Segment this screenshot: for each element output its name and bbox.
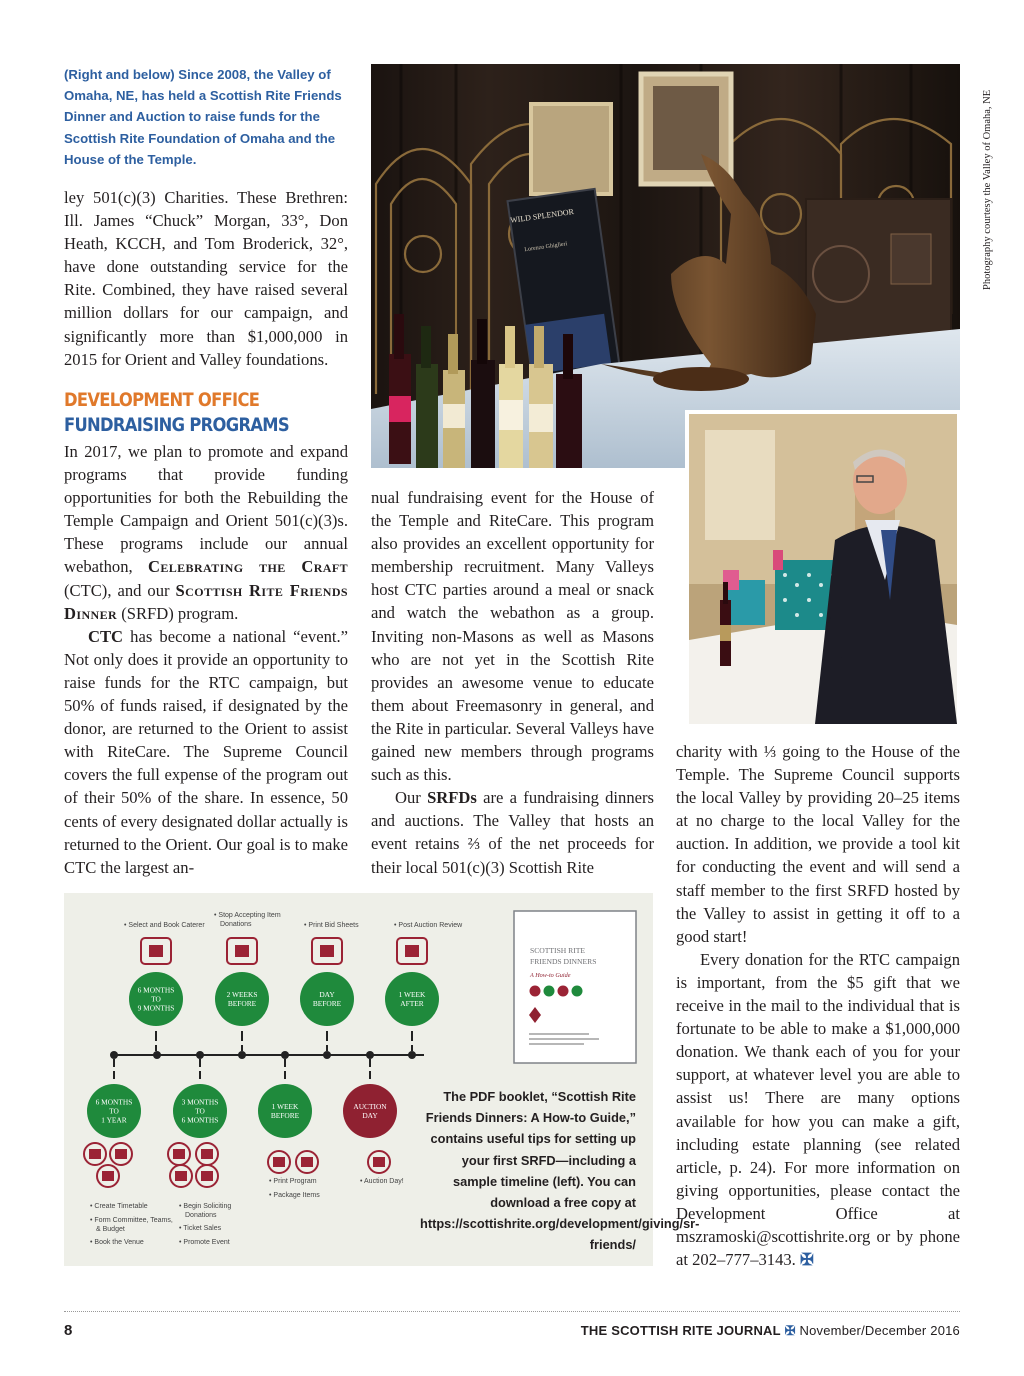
timeline-bottom-label: • Form Committee, Teams, & Budget bbox=[90, 1217, 173, 1233]
photo-credit bbox=[966, 64, 993, 290]
timeline-bottom-icon-glyph bbox=[301, 1157, 313, 1167]
timeline-bottom-milestone-text: 3 MONTHS bbox=[181, 1097, 219, 1107]
timeline-bottom-milestone-text: TO bbox=[109, 1106, 119, 1116]
col2-paragraph-2 bbox=[371, 786, 654, 878]
bold-lead: SRFDs bbox=[427, 788, 477, 808]
timeline-top-milestone-text: 9 MONTHS bbox=[137, 1003, 175, 1013]
timeline-bottom-milestone bbox=[173, 1084, 227, 1138]
timeline-bottom-icon-glyph bbox=[175, 1171, 187, 1181]
booklet-title-2: FRIENDS DINNERS bbox=[530, 957, 597, 966]
srfd-name: Scottish Rite Friends Dinner bbox=[64, 580, 348, 623]
timeline-top-milestone-text: TO bbox=[151, 994, 161, 1004]
photo-sign-title: WILD SPLENDOR bbox=[509, 207, 575, 225]
auction-photo-illustration bbox=[371, 64, 960, 468]
timeline-top-milestone bbox=[215, 972, 269, 1026]
timeline-dot bbox=[281, 1051, 289, 1059]
photo-sign-artist: Lorenzo Ghiglieri bbox=[524, 241, 568, 254]
column-1-continued bbox=[64, 440, 348, 879]
column-2 bbox=[371, 486, 654, 879]
attendee-photo bbox=[685, 410, 961, 728]
text-run: (CTC), and our bbox=[64, 580, 170, 600]
timeline-bottom-milestone bbox=[343, 1084, 397, 1138]
cross-icon: ✠ bbox=[784, 1323, 796, 1338]
photo-caption: (Right and below) Since 2008, the Valley of Omaha, NE, has held a Scottish Rite Friends Dinner and Auction to raise funds for the Scottish Rite Foundation of Omaha and the House of the Temple. bbox=[64, 67, 342, 167]
timeline-top-milestone-text: AFTER bbox=[400, 999, 424, 1008]
col1-paragraph-1: ley 501(c)(3) Charities. These Brethren: Ill. James “Chuck” Morgan, 33°, Don Heath, KCCH, and Tom Broderick, 32°, have done outstanding service for the Rite. Combined, they have raised several million dollars for our campaign, and significantly more than $1,000,000 in 2015 for Orient and Valley foundations. bbox=[64, 188, 348, 369]
timeline-top-milestone-text: BEFORE bbox=[227, 999, 257, 1008]
timeline-bottom-milestone-text: 6 MONTHS bbox=[181, 1115, 219, 1125]
col3-paragraph-2 bbox=[676, 948, 960, 1271]
text-run: Our bbox=[395, 788, 421, 808]
timeline-dot bbox=[196, 1051, 204, 1059]
timeline-bottom-icon-glyph bbox=[201, 1149, 213, 1159]
text-run: (SRFD) program. bbox=[121, 603, 239, 623]
timeline-bottom-label: • Create Timetable bbox=[90, 1203, 148, 1210]
timeline-top-milestone-text: DAY bbox=[319, 990, 335, 999]
timeline-top-milestone-text: 1 WEEK bbox=[398, 990, 426, 999]
footer-rule bbox=[64, 1311, 960, 1312]
timeline-bottom-icon-glyph bbox=[115, 1149, 127, 1159]
timeline-top-icon-glyph bbox=[405, 945, 419, 957]
text-run: Every donation for the RTC campaign is important, from the $5 gift that we receive in the mail to the individual that is fortunate to be able to make a $1,000,000 donation. We thank each of you for your support, at whatever level you are able to assist us! There are many options available for how you can make a gift, including estate planning (see related article, p. 24). For more information on giving opportunities, please contact the Development Office at mszramoski@scottishrite.org or by phone at 202–777–3143. bbox=[676, 949, 960, 1270]
timeline-bottom-icon-glyph bbox=[273, 1157, 285, 1167]
timeline-bottom-milestone-text: 1 YEAR bbox=[101, 1115, 127, 1125]
end-mark-icon: ✠ bbox=[800, 1250, 814, 1270]
timeline-bottom-milestone bbox=[258, 1084, 312, 1138]
journal-footer bbox=[581, 1323, 960, 1339]
text-run: are a fundraising dinners and auctions. The Valley that hosts an event retains ⅔ of the net proceeds for their local 501(c)(3) Scottish Rite bbox=[371, 788, 654, 877]
timeline-top-label: • Post Auction Review bbox=[394, 922, 463, 929]
timeline-top-milestone-text: BEFORE bbox=[312, 999, 342, 1008]
timeline-dot bbox=[110, 1051, 118, 1059]
timeline-bottom-icon-glyph bbox=[89, 1149, 101, 1159]
ctc-name: Celebrating the Craft bbox=[147, 557, 348, 577]
text-run: has become a national “event.” Not only does it provide an opportunity to raise funds for the RTC campaign, but 50% of funds raised, if designated by the donor, are returned to the Orient to assist with RiteCare. The Supreme Council covers the full expense of the program out of their 50% of the share. In essence, 50 cents of every designated dollar actually is returned to the Orient. Our goal is to make CTC the largest an- bbox=[64, 626, 348, 877]
timeline-bottom-icon-glyph bbox=[201, 1171, 213, 1181]
bold-lead: CTC bbox=[88, 626, 124, 646]
timeline-bottom-milestone-text: 1 WEEK bbox=[271, 1102, 299, 1111]
column-3 bbox=[676, 740, 960, 1271]
timeline-bottom-milestone-text: TO bbox=[195, 1106, 205, 1116]
timeline-bottom-label: • Print Program bbox=[269, 1178, 317, 1185]
timeline-bottom-icon-glyph bbox=[373, 1157, 385, 1167]
timeline-bottom-label: • Begin Soliciting Donations bbox=[179, 1203, 232, 1219]
timeline-top-icon-glyph bbox=[320, 945, 334, 957]
timeline-bottom-milestone-text: 6 MONTHS bbox=[95, 1097, 133, 1107]
auction-photo bbox=[371, 64, 960, 468]
timeline-bottom-milestone-text: BEFORE bbox=[270, 1111, 300, 1120]
col3-paragraph-1: charity with ⅓ going to the House of the Temple. The Supreme Council supports the local Valley by providing 20–25 items at no charge to the local Valley for the auction. In addition, we provide a tool kit for conducting the event and will send a staff member to the first SRFD hosted by the Valley to assist in getting it off to a good start! bbox=[676, 742, 960, 946]
timeline-bottom-milestone bbox=[87, 1084, 141, 1138]
timeline-top-milestone bbox=[129, 972, 183, 1026]
timeline-dot bbox=[408, 1051, 416, 1059]
issue-date: November/December 2016 bbox=[799, 1323, 960, 1338]
timeline-bottom-label: • Auction Day! bbox=[360, 1178, 404, 1185]
booklet-subtitle: A How-to Guide bbox=[530, 972, 571, 979]
timeline-bottom-milestone-text: DAY bbox=[362, 1111, 378, 1120]
photo-credit-text: Photography courtesy the Valley of Omaha, NE bbox=[982, 89, 993, 290]
col2-paragraph-1: nual fundraising event for the House of the Temple and RiteCare. This program also provides an excellent opportunity for membership recruitment. Many Valleys host CTC parties around a meal or snack and watch the webathon as a group. Inviting non-Masons as well as Masons who are not yet in the Scottish Rite provides an awesome venue to educate them about Freemasonry in general, and the Rite in particular. Several Valleys have gained new members through programs such as this. bbox=[371, 488, 654, 785]
journal-name: THE SCOTTISH RITE JOURNAL bbox=[580, 1323, 781, 1338]
timeline-top-icon-glyph bbox=[235, 945, 249, 957]
attendee-photo-illustration bbox=[685, 410, 961, 728]
timeline-top-milestone bbox=[385, 972, 439, 1026]
timeline-bottom-label: • Promote Event bbox=[179, 1239, 230, 1246]
timeline-top-label: • Print Bid Sheets bbox=[304, 922, 359, 929]
heading-line-2: FUNDRAISING PROGRAMS bbox=[64, 414, 289, 436]
heading-line-1: DEVELOPMENT OFFICE bbox=[64, 389, 260, 411]
page-number: 8 bbox=[64, 1322, 73, 1339]
timeline-bottom-label: • Book the Venue bbox=[90, 1239, 144, 1246]
timeline-dot bbox=[238, 1051, 246, 1059]
section-heading bbox=[64, 388, 289, 438]
text-run: In 2017, we plan to promote and expand programs that provide funding opportunities for both the Rebuilding the Temple Campaign and Orient 501(c)(3)s. These programs include our annual webathon, bbox=[64, 442, 348, 577]
booklet-caption: The PDF booklet, “Scottish Rite Friends Dinners: A How-to Guide,” contains useful tips for setting up your first SRFD—including a sample timeline (left). You can download a free copy at https://scottishrite.org/development/giving/sr-friends/ bbox=[420, 1089, 700, 1253]
timeline-top-milestone-text: 6 MONTHS bbox=[137, 985, 175, 995]
timeline-top-label: • Select and Book Caterer bbox=[124, 922, 205, 929]
timeline-bottom-icon-glyph bbox=[102, 1171, 114, 1181]
timeline-bottom-milestone-text: AUCTION bbox=[353, 1102, 387, 1111]
timeline-bottom-label: • Ticket Sales bbox=[179, 1225, 222, 1232]
timeline-bottom-icon-glyph bbox=[173, 1149, 185, 1159]
timeline-dot bbox=[153, 1051, 161, 1059]
timeline-top-milestone bbox=[300, 972, 354, 1026]
column-1 bbox=[64, 186, 348, 371]
col1-paragraph-2 bbox=[64, 440, 348, 625]
booklet-title-1: SCOTTISH RITE bbox=[530, 946, 586, 955]
timeline-top-icon-glyph bbox=[149, 945, 163, 957]
timeline-dot bbox=[366, 1051, 374, 1059]
col1-paragraph-3 bbox=[64, 625, 348, 879]
timeline-bottom-label: • Package Items bbox=[269, 1192, 320, 1199]
timeline-top-label: • Stop Accepting Item Donations bbox=[214, 912, 281, 928]
timeline-top-milestone-text: 2 WEEKS bbox=[226, 990, 258, 999]
booklet-cover bbox=[514, 911, 636, 1063]
timeline-dot bbox=[323, 1051, 331, 1059]
